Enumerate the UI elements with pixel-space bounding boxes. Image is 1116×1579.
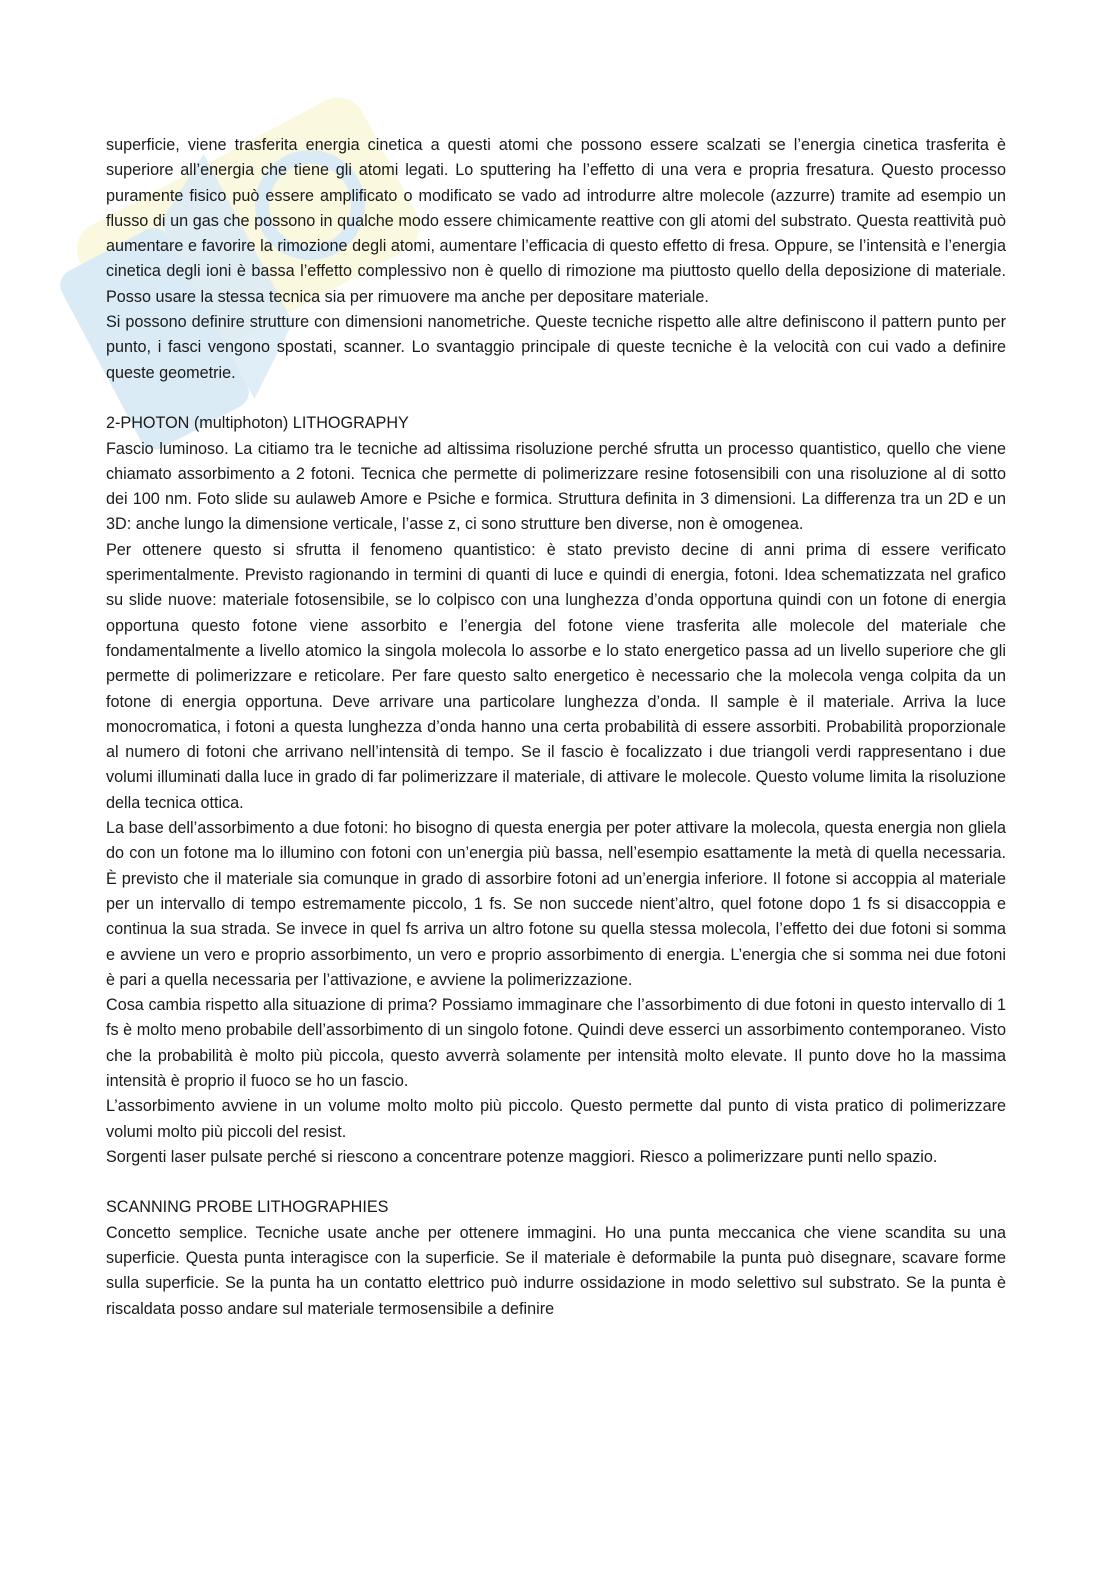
paragraph: Per ottenere questo si sfrutta il fenomeno quantistico: è stato previsto decine di anni prima di essere verificato sperimentalmente. Previsto ragionando in termini di quanti di luce e quindi di energia, fotoni. Idea schematizzata nel grafico su slide nuove: materiale fotosensibile, se lo colpisco con una lunghezza d’onda opportuna quindi con un fotone di energia opportuna questo fotone viene assorbito e l’energia del fotone viene trasferita alle molecole del materiale che fondamentalmente a livello atomico la singola molecola lo assorbe e lo stato energetico passa ad un livello superiore che gli permette di polimerizzare e reticolare. Per fare questo salto energetico è necessario che la molecola venga colpita da un fotone di energia opportuna. Deve arrivare una particolare lunghezza d’onda. Il sample è il materiale. Arriva la luce monocromatica, i fotoni a questa lunghezza d’onda hanno una certa probabilità di essere assorbiti. Probabilità proporzionale al numero di fotoni che arrivano nell’intensità di tempo. Se il fascio è focalizzato i due triangoli verdi rappresentano i due volumi illuminati dalla luce in grado di far polimerizzare il materiale, di attivare le molecole. Questo volume limita la risoluzione della tecnica ottica. [106,540,1006,812]
section-heading-scanning-probe: SCANNING PROBE LITHOGRAPHIES [106,1198,389,1217]
paragraph: L’assorbimento avviene in un volume molto molto più piccolo. Questo permette dal punto di vista pratico di polimerizzare volumi molto più piccoli del resist. [106,1097,1006,1141]
paragraph: Concetto semplice. Tecniche usate anche per ottenere immagini. Ho una punta meccanica che viene scandita su una superficie. Questa punta interagisce con la superficie. Se il materiale è deformabile la punta può disegnare, scavare forme sulla superficie. Se la punta ha un contatto elettrico può indurre ossidazione in modo selettivo sul substrato. Se la punta è riscaldata posso andare sul materiale termosensibile a definire [106,1223,1006,1318]
paragraph: Fascio luminoso. La citiamo tra le tecniche ad altissima risoluzione perché sfrutta un processo quantistico, quello che viene chiamato assorbimento a 2 fotoni. Tecnica che permette di polimerizzare resine fotosensibili con una risoluzione al di sotto dei 100 nm. Foto slide su aulaweb Amore e Psiche e formica. Struttura definita in 3 dimensioni. La differenza tra un 2D e un 3D: anche lungo la dimensione verticale, l’asse z, ci sono strutture ben diverse, non è omogenea. [106,439,1006,534]
paragraph: superficie, viene trasferita energia cinetica a questi atomi che possono essere scalzati se l’energia cinetica trasferita è superiore all’energia che tiene gli atomi legati. Lo sputtering ha l’effetto di una vera e propria fresatura. Questo processo puramente fisico può essere amplificato o modificato se vado ad introdurre altre molecole (azzurre) tramite ad esempio un flusso di un gas che possono in qualche modo essere chimicamente reattive con gli atomi del substrato. Questa reattività può aumentare e favorire la rimozione degli atomi, aumentare l’efficacia di questo effetto di fresa. Oppure, se l’intensità e l’energia cinetica degli ioni è bassa l’effetto complessivo non è quello di rimozione ma piuttosto quello della deposizione di materiale. Posso usare la stessa tecnica sia per rimuovere ma anche per depositare materiale. [106,136,1006,306]
paragraph: La base dell’assorbimento a due fotoni: ho bisogno di questa energia per poter attivare la molecola, questa energia non gliela do con un fotone ma lo illumino con fotoni con un’energia più bassa, nell’esempio esattamente la metà di quella necessaria. È previsto che il materiale sia comunque in grado di assorbire fotoni ad un’energia inferiore. Il fotone si accoppia al materiale per un intervallo di tempo estremamente piccolo, 1 fs. Se non succede nient’altro, quel fotone dopo 1 fs si disaccoppia e continua la sua strada. Se invece in quel fs arriva un altro fotone su quella stessa molecola, l’effetto dei due fotoni si somma e avviene un vero e proprio assorbimento, un vero e proprio assorbimento di energia. L’energia che si somma nei due fotoni è pari a quella necessaria per l’attivazione, e avviene la polimerizzazione. [106,819,1006,989]
paragraph: Cosa cambia rispetto alla situazione di prima? Possiamo immaginare che l’assorbimento di due fotoni in questo intervallo di 1 fs è molto meno probabile dell’assorbimento di un singolo fotone. Quindi deve esserci un assorbimento contemporaneo. Visto che la probabilità è molto più piccola, questo avverrà solamente per intensità molto elevate. Il punto dove ho la massima intensità è proprio il fuoco se ho un fascio. [106,996,1006,1090]
section-heading-2-photon: 2-PHOTON (multiphoton) LITHOGRAPHY [106,414,409,433]
paragraph: Sorgenti laser pulsate perché si riescono a concentrare potenze maggiori. Riesco a polimerizzare punti nello spazio. [106,1147,938,1166]
paragraph: Si possono definire strutture con dimensioni nanometriche. Queste tecniche rispetto alle altre definiscono il pattern punto per punto, i fasci vengono spostati, scanner. Lo svantaggio principale di queste tecniche è la velocità con cui vado a definire queste geometrie. [106,313,1006,382]
document-body [106,133,1006,1322]
